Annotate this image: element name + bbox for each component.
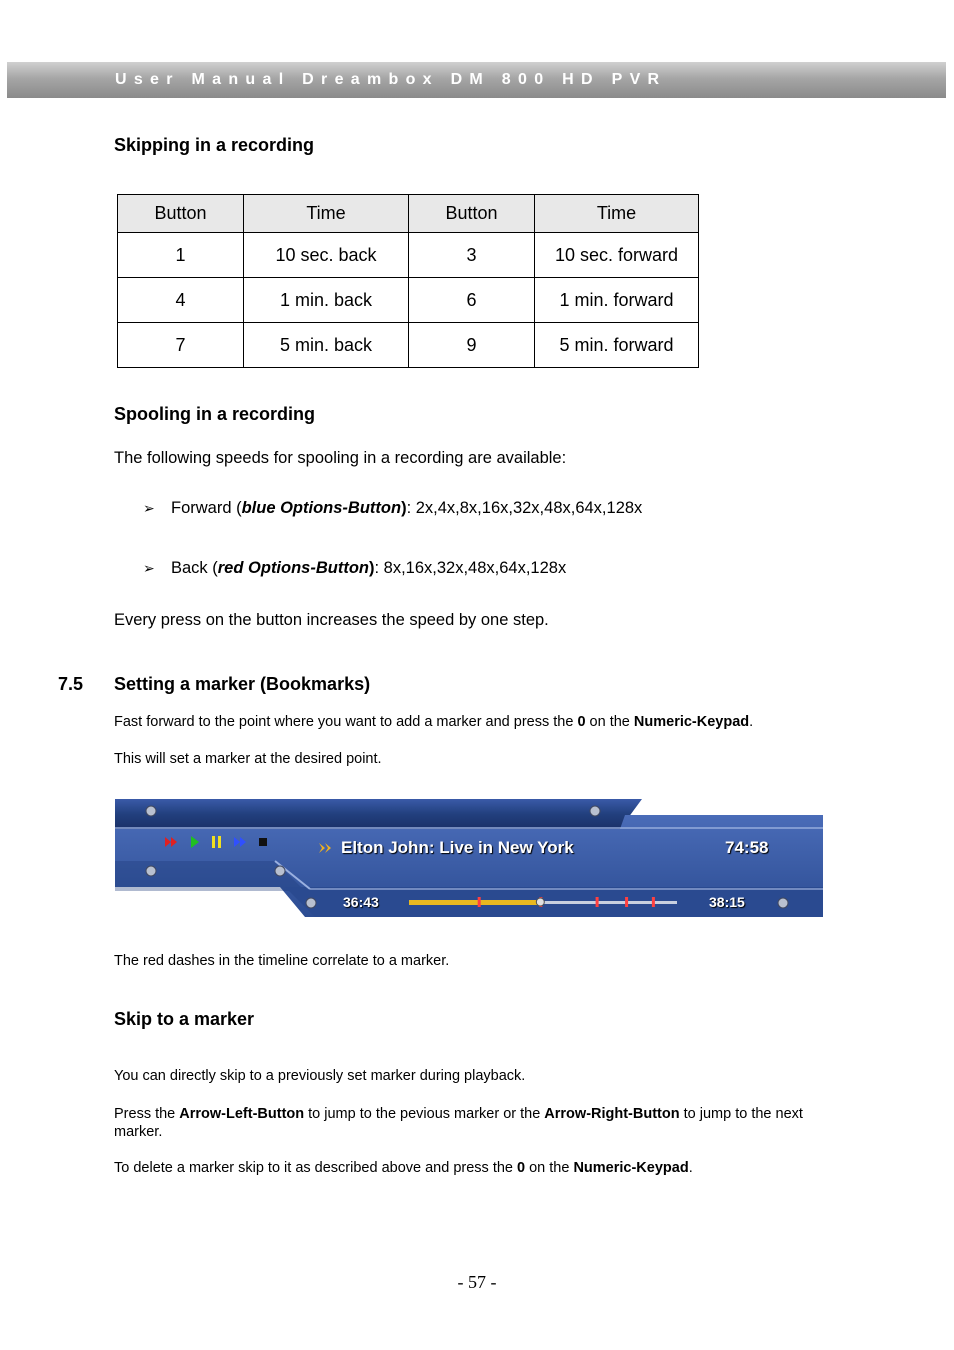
table-cell: 7 xyxy=(118,323,244,368)
stop-icon xyxy=(259,838,267,846)
skip-marker-paragraph-3: To delete a marker skip to it as described above and press the 0 on the Numeric-Keypad. xyxy=(114,1160,693,1176)
table-header: Button xyxy=(118,195,244,233)
table-header: Button xyxy=(409,195,535,233)
skipping-heading: Skipping in a recording xyxy=(114,135,315,155)
timeline-marker xyxy=(625,897,628,907)
skip-marker-paragraph-2: Press the Arrow-Left-Button to jump to the pevious marker or the Arrow-Right-Button to jump to the next marker. xyxy=(114,1106,803,1140)
spooling-note: Every press on the button increases the speed by one step. xyxy=(114,611,549,629)
bullet-arrow-icon: ➢ xyxy=(143,560,155,576)
table-header-row xyxy=(118,195,699,233)
bullet-arrow-icon: ➢ xyxy=(143,500,155,516)
timeline-progress xyxy=(409,900,540,905)
timeline-position-handle xyxy=(536,898,544,906)
bookmarks-paragraph-1: Fast forward to the point where you want to add a marker and press the 0 on the Numeric-Keypad. xyxy=(114,714,754,730)
spooling-intro: The following speeds for spooling in a recording are available: xyxy=(114,449,567,467)
table-cell: 5 min. back xyxy=(244,323,409,368)
table-cell: 1 xyxy=(118,233,244,278)
table-header: Time xyxy=(535,195,699,233)
manual-title: User Manual Dreambox DM 800 HD PVR xyxy=(115,71,667,88)
table-row xyxy=(118,323,699,368)
timeline-marker xyxy=(596,897,599,907)
timeline-marker xyxy=(652,897,655,907)
infobar-screenshot xyxy=(115,799,823,917)
table-cell: 10 sec. back xyxy=(244,233,409,278)
list-item-back: ➢ Back (red Options-Button): 8x,16x,32x,48x,64x,128x xyxy=(143,559,567,577)
bookmarks-heading: Setting a marker (Bookmarks) xyxy=(114,674,371,694)
table-cell: 1 min. forward xyxy=(535,278,699,323)
section-number: 7.5 xyxy=(58,674,84,694)
skip-marker-heading: Skip to a marker xyxy=(114,1009,255,1029)
elapsed-time: 36:43 xyxy=(343,894,379,910)
timeline-marker xyxy=(478,897,481,907)
table-cell: 9 xyxy=(409,323,535,368)
infobar-caption: The red dashes in the timeline correlate to a marker. xyxy=(114,953,450,969)
table-row xyxy=(118,278,699,323)
spooling-heading: Spooling in a recording xyxy=(114,404,316,424)
page-number: - 57 - xyxy=(457,1272,497,1292)
bookmarks-paragraph-2: This will set a marker at the desired point. xyxy=(114,751,382,767)
recording-title: Elton John: Live in New York xyxy=(341,838,574,857)
table-cell: 1 min. back xyxy=(244,278,409,323)
table-row xyxy=(118,233,699,278)
skip-table xyxy=(117,194,699,368)
header-bar xyxy=(7,62,946,98)
recording-duration: 74:58 xyxy=(725,838,769,857)
skip-marker-paragraph-1: You can directly skip to a previously set marker during playback. xyxy=(114,1068,526,1084)
table-cell: 6 xyxy=(409,278,535,323)
list-item-forward: ➢ Forward (blue Options-Button): 2x,4x,8x,16x,32x,48x,64x,128x xyxy=(143,499,643,517)
table-header: Time xyxy=(244,195,409,233)
table-cell: 10 sec. forward xyxy=(535,233,699,278)
table-cell: 5 min. forward xyxy=(535,323,699,368)
remaining-time: 38:15 xyxy=(709,894,745,910)
table-cell: 4 xyxy=(118,278,244,323)
table-cell: 3 xyxy=(409,233,535,278)
